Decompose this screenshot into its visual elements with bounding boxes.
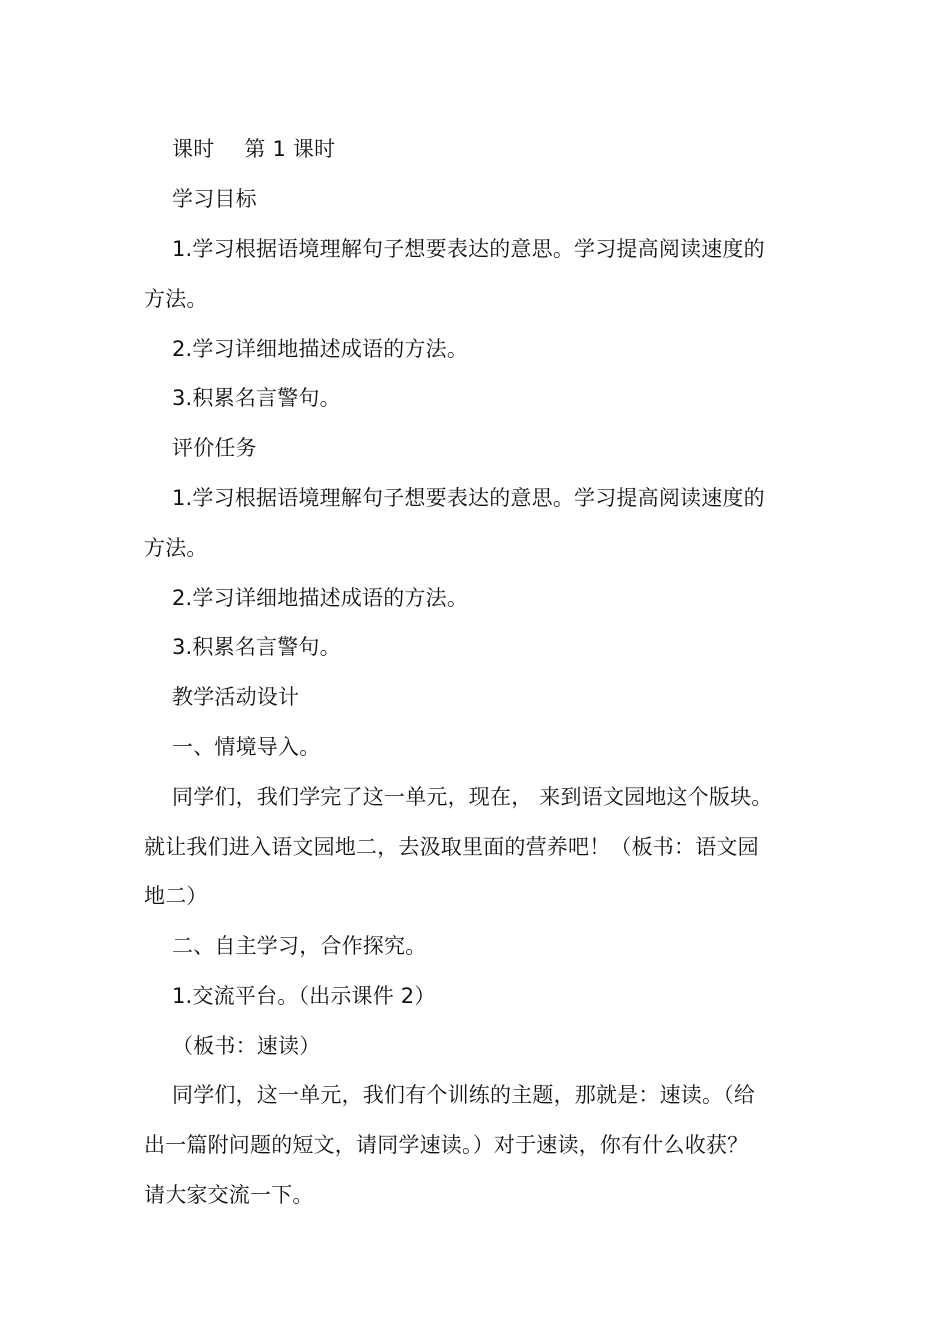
- eval-1-line-2: 方法。: [144, 536, 208, 560]
- goal-1-line-2: 方法。: [144, 287, 208, 311]
- board-note: （板书：速读）: [172, 1034, 321, 1058]
- part-1-heading: 一、情境导入。: [172, 735, 321, 759]
- section-heading-goals: 学习目标: [172, 187, 257, 211]
- paragraph-2-line-1: 同学们，这一单元，我们有个训练的主题，那就是：速读。（给: [172, 1083, 756, 1107]
- paragraph-2-line-2: 出一篇附问题的短文，请同学速读。）对于速读，你有什么收获？: [144, 1133, 749, 1157]
- paragraph-2-line-3: 请大家交流一下。: [144, 1183, 314, 1207]
- paragraph-1-line-1: 同学们，我们学完了这一单元，现在， 来到语文园地这个版块。: [172, 785, 773, 809]
- paragraph-1-line-3: 地二）: [144, 884, 208, 908]
- paragraph-1-line-2: 就让我们进入语文园地二，去汲取里面的营养吧！（板书：语文园: [144, 835, 759, 859]
- lesson-label: 课时: [172, 137, 215, 161]
- goal-1-line-1: 1.学习根据语境理解句子想要表达的意思。学习提高阅读速度的: [172, 237, 765, 261]
- eval-2: 2.学习详细地描述成语的方法。: [172, 586, 469, 610]
- section-heading-eval: 评价任务: [172, 436, 257, 460]
- goal-2: 2.学习详细地描述成语的方法。: [172, 337, 469, 361]
- lesson-line: [172, 134, 842, 164]
- eval-3: 3.积累名言警句。: [172, 635, 341, 659]
- lesson-value: 第 1 课时: [244, 137, 336, 161]
- item-1: 1.交流平台。（出示课件 2）: [172, 984, 436, 1008]
- section-heading-design: 教学活动设计: [172, 685, 300, 709]
- part-2-heading: 二、自主学习，合作探究。: [172, 934, 427, 958]
- goal-3: 3.积累名言警句。: [172, 386, 341, 410]
- eval-1-line-1: 1.学习根据语境理解句子想要表达的意思。学习提高阅读速度的: [172, 486, 765, 510]
